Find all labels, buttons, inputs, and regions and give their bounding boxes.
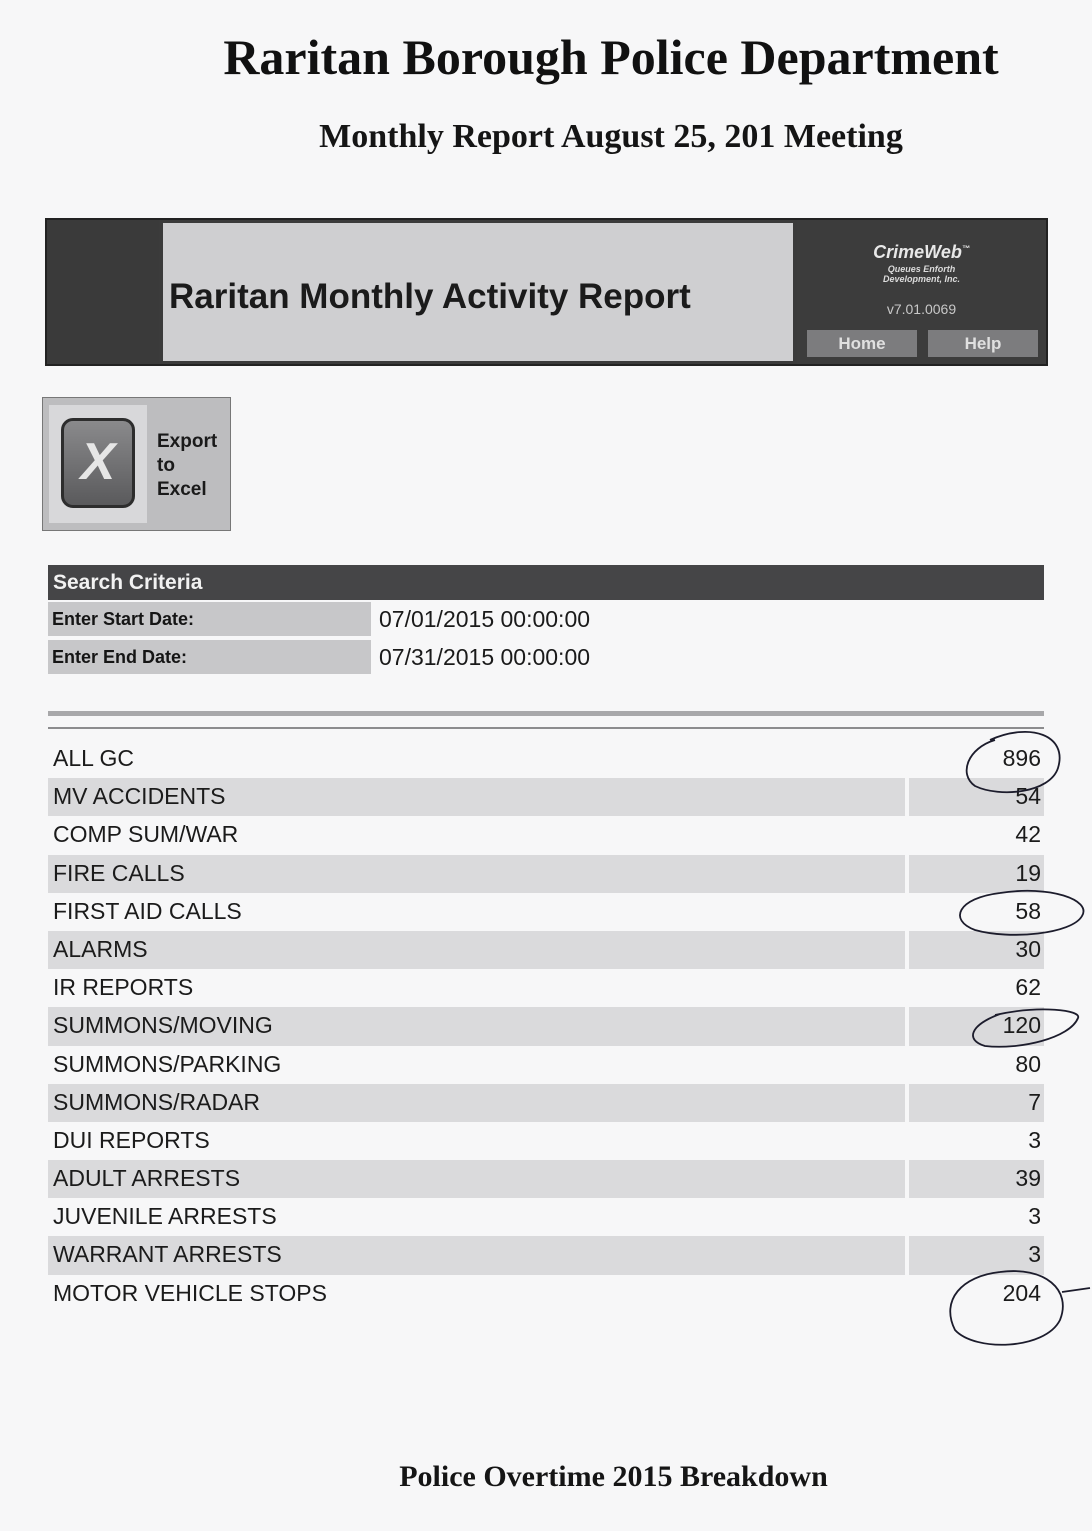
row-value: 62: [1015, 974, 1041, 1001]
version-label: v7.01.0069: [886, 301, 957, 317]
table-top-rule: [48, 711, 1044, 716]
start-date-label: Enter Start Date:: [48, 602, 371, 636]
row-label: COMP SUM/WAR: [53, 821, 239, 848]
row-label: FIRST AID CALLS: [53, 897, 242, 924]
row-label: ALARMS: [53, 935, 148, 962]
table-row: [48, 1198, 1044, 1236]
table-row: [48, 1084, 1044, 1122]
row-value: 120: [1002, 1012, 1041, 1039]
column-divider: [905, 1160, 909, 1198]
row-label: SUMMONS/MOVING: [53, 1012, 273, 1039]
row-label: FIRE CALLS: [53, 859, 185, 886]
row-label: MV ACCIDENTS: [53, 783, 226, 810]
export-label-line1: Export: [157, 431, 218, 452]
brand-trademark: ™: [961, 244, 970, 253]
row-value: 7: [1028, 1088, 1041, 1115]
row-value: 80: [1015, 1050, 1041, 1077]
table-row: [48, 778, 1044, 816]
table-row: [48, 1160, 1044, 1198]
end-date-row: [48, 640, 1044, 674]
row-value: 30: [1015, 935, 1041, 962]
table-header-rule: [48, 727, 1044, 729]
table-row: [48, 1122, 1044, 1160]
row-label: WARRANT ARRESTS: [53, 1241, 282, 1268]
row-label: SUMMONS/PARKING: [53, 1050, 282, 1077]
row-label: IR REPORTS: [53, 974, 194, 1001]
column-divider: [905, 855, 909, 893]
brand-company-line1: Queues Enforth: [887, 264, 956, 274]
column-divider: [905, 1236, 909, 1274]
export-label: [157, 430, 229, 502]
row-label: ALL GC: [53, 745, 134, 771]
row-value: 3: [1028, 1126, 1041, 1153]
row-value: 42: [1015, 821, 1041, 848]
document-title: Raritan Borough Police Department: [223, 29, 999, 85]
table-row: [48, 1275, 1044, 1313]
export-label-line2: to: [157, 455, 175, 476]
row-value: 19: [1015, 859, 1041, 886]
column-divider: [905, 778, 909, 816]
export-to-excel-button[interactable]: [42, 397, 231, 531]
end-date-label: Enter End Date:: [48, 640, 371, 674]
row-label: DUI REPORTS: [53, 1126, 210, 1153]
table-row: [48, 1007, 1044, 1045]
table-row: [48, 855, 1044, 893]
row-label: MOTOR VEHICLE STOPS: [53, 1279, 327, 1306]
column-divider: [905, 1007, 909, 1045]
search-criteria-header: Search Criteria: [48, 565, 1044, 600]
excel-icon: X: [61, 418, 135, 508]
row-value: 896: [1002, 745, 1041, 771]
start-date-value: 07/01/2015 00:00:00: [379, 606, 591, 632]
table-row: [48, 931, 1044, 969]
crimeweb-logo: [797, 242, 1046, 263]
row-value: 3: [1028, 1203, 1041, 1230]
row-value: 204: [1002, 1279, 1041, 1306]
row-value: 54: [1015, 783, 1041, 810]
column-divider: [905, 1084, 909, 1122]
banner-brand-panel: [797, 220, 1046, 364]
row-label: SUMMONS/RADAR: [53, 1088, 261, 1115]
table-row: [48, 816, 1044, 854]
export-label-line3: Excel: [157, 479, 207, 500]
row-label: ADULT ARRESTS: [53, 1165, 241, 1192]
document-subtitle: Monthly Report August 25, 201 Meeting: [319, 118, 903, 155]
brand-company: [797, 264, 1046, 284]
row-value: 39: [1015, 1165, 1041, 1192]
table-row: [48, 1046, 1044, 1084]
banner-title-panel: [163, 223, 793, 361]
brand-name: CrimeWeb: [873, 242, 962, 262]
brand-company-line2: Development, Inc.: [882, 274, 961, 284]
help-button[interactable]: Help: [928, 330, 1038, 357]
row-value: 3: [1028, 1241, 1041, 1268]
end-date-value: 07/31/2015 00:00:00: [379, 644, 591, 670]
row-label: JUVENILE ARRESTS: [53, 1203, 277, 1230]
table-row: [48, 969, 1044, 1007]
table-row: [48, 740, 1044, 778]
report-title: Raritan Monthly Activity Report: [169, 277, 691, 316]
report-banner: [45, 218, 1048, 366]
table-row: [48, 1236, 1044, 1274]
home-button[interactable]: Home: [807, 330, 917, 357]
row-value: 58: [1015, 897, 1041, 924]
column-divider: [905, 931, 909, 969]
activity-table: [48, 740, 1044, 1313]
start-date-row: [48, 602, 1044, 636]
banner-left-panel: [47, 220, 159, 364]
excel-icon-tile: [49, 405, 147, 523]
footer-title: Police Overtime 2015 Breakdown: [399, 1460, 828, 1493]
table-row: [48, 893, 1044, 931]
